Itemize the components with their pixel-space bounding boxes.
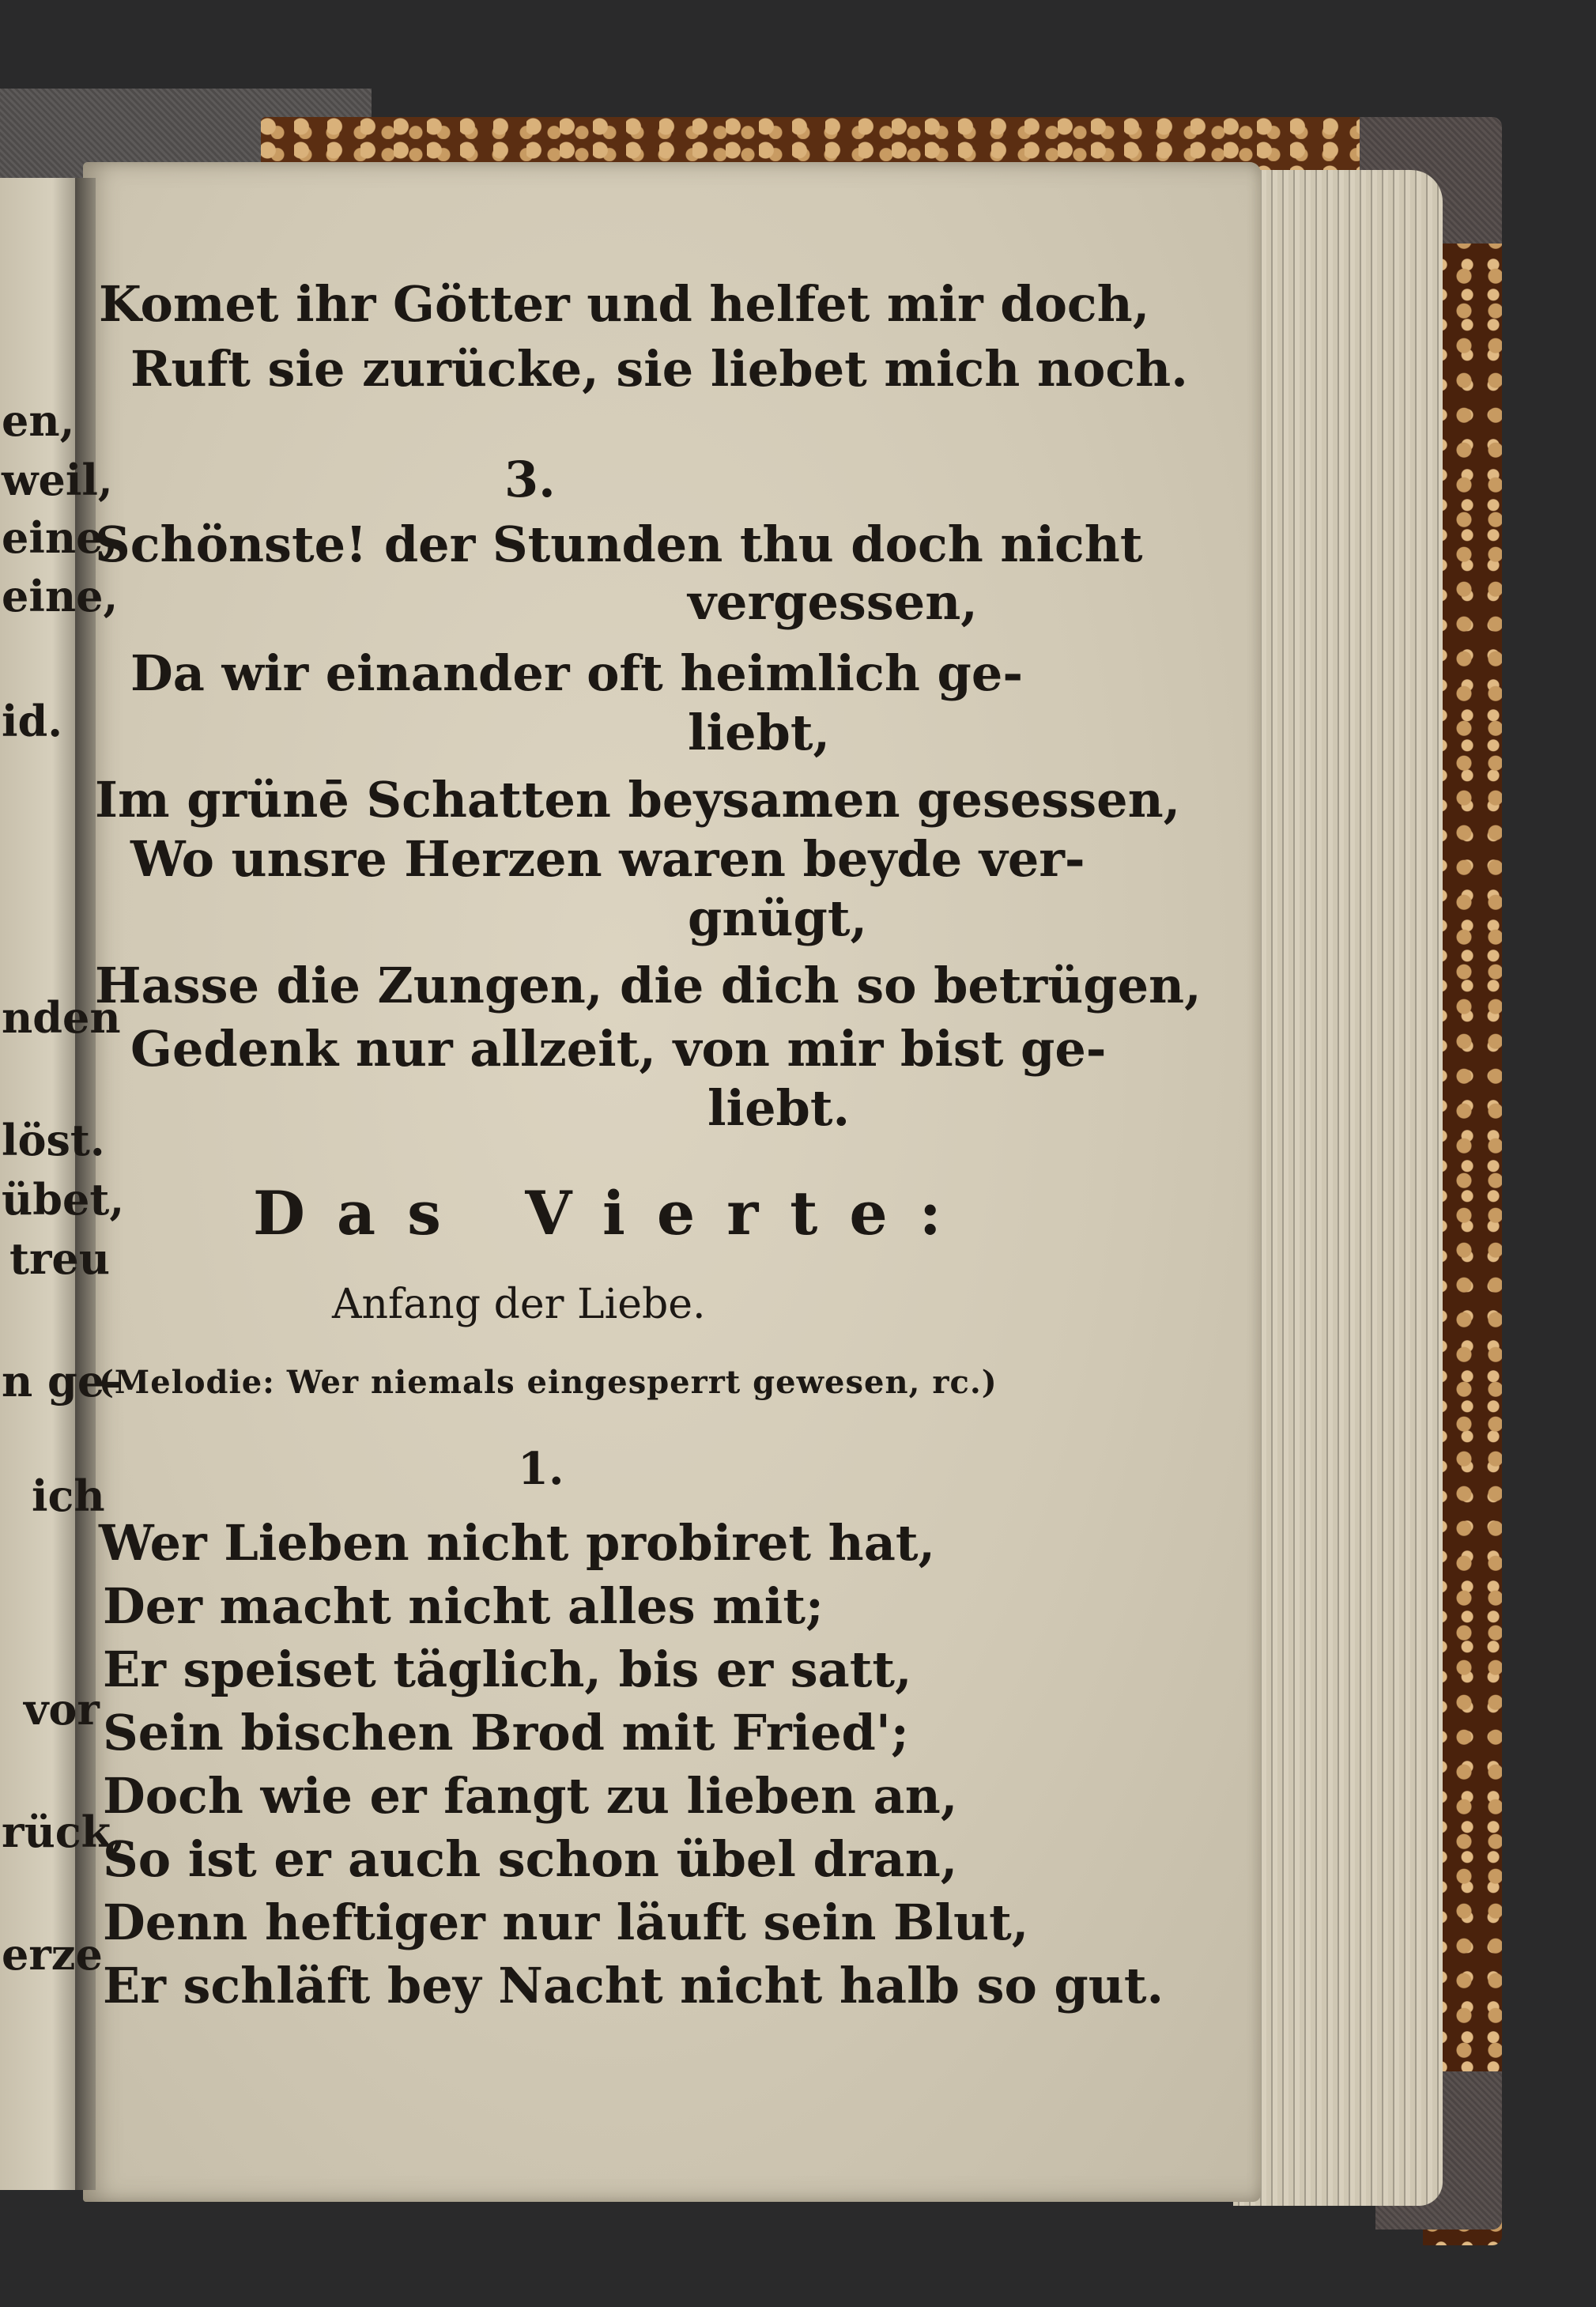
- left-fragment: weil,: [2, 455, 113, 505]
- left-fragment: treu: [9, 1233, 111, 1284]
- verse-line: Hasse die Zungen, die dich so betrügen,: [95, 957, 1202, 1014]
- verse-line: Der macht nicht alles mit;: [103, 1577, 824, 1635]
- verse-line: liebt,: [688, 704, 831, 761]
- section-subtitle: Anfang der Liebe.: [332, 1281, 706, 1328]
- verse-line: Da wir einander oft heimlich ge-: [130, 644, 1024, 702]
- stanza-number: 3.: [504, 451, 556, 508]
- verse-line: Schönste! der Stunden thu doch nicht: [95, 515, 1143, 573]
- verse-line: Er speiset täglich, bis er satt,: [103, 1641, 912, 1698]
- stanza-number: 1.: [518, 1443, 564, 1495]
- verse-line: Im grünē Schatten beysamen gesessen,: [95, 771, 1181, 829]
- verse-line: Wo unsre Herzen waren beyde ver-: [130, 830, 1085, 888]
- left-fragment: übet,: [2, 1174, 125, 1225]
- left-fragment: eine,: [2, 512, 119, 563]
- left-fragment: rück,: [2, 1807, 126, 1857]
- page-edges: [1233, 170, 1443, 2206]
- left-fragment: en,: [2, 395, 75, 446]
- verse-line: vergessen,: [688, 573, 978, 631]
- verse-line: Doch wie er fangt zu lieben an,: [103, 1767, 958, 1825]
- verse-line: Gedenk nur allzeit, von mir bist ge-: [130, 1020, 1107, 1078]
- verse-line: gnügt,: [688, 889, 868, 947]
- verse-line: Denn heftiger nur läuft sein Blut,: [103, 1894, 1029, 1951]
- left-fragment: nden: [2, 992, 121, 1043]
- verse-line: Sein bischen Brod mit Fried';: [103, 1704, 909, 1761]
- left-fragment: erze: [2, 1929, 103, 1980]
- left-fragment: n ge-: [2, 1356, 123, 1406]
- section-heading: Das Vierte:: [253, 1178, 973, 1248]
- left-fragment: eine,: [2, 571, 119, 621]
- verse-line: Er schläft bey Nacht nicht halb so gut.: [103, 1957, 1164, 2014]
- verse-line: Wer Lieben nicht probiret hat,: [99, 1514, 936, 1572]
- melody-note: (Melodie: Wer niemals eingesperrt gewesen, rc.): [99, 1364, 998, 1401]
- verse-line: Komet ihr Götter und helfet mir doch,: [99, 275, 1150, 333]
- verse-line: So ist er auch schon übel dran,: [103, 1830, 958, 1888]
- verse-line: Ruft sie zurücke, sie liebet mich noch.: [130, 340, 1188, 398]
- verse-line: liebt.: [707, 1079, 851, 1137]
- left-fragment: vor: [24, 1684, 100, 1735]
- left-fragment: ich: [32, 1471, 105, 1521]
- left-fragment: id.: [2, 696, 63, 746]
- left-fragment: löst.: [2, 1115, 105, 1165]
